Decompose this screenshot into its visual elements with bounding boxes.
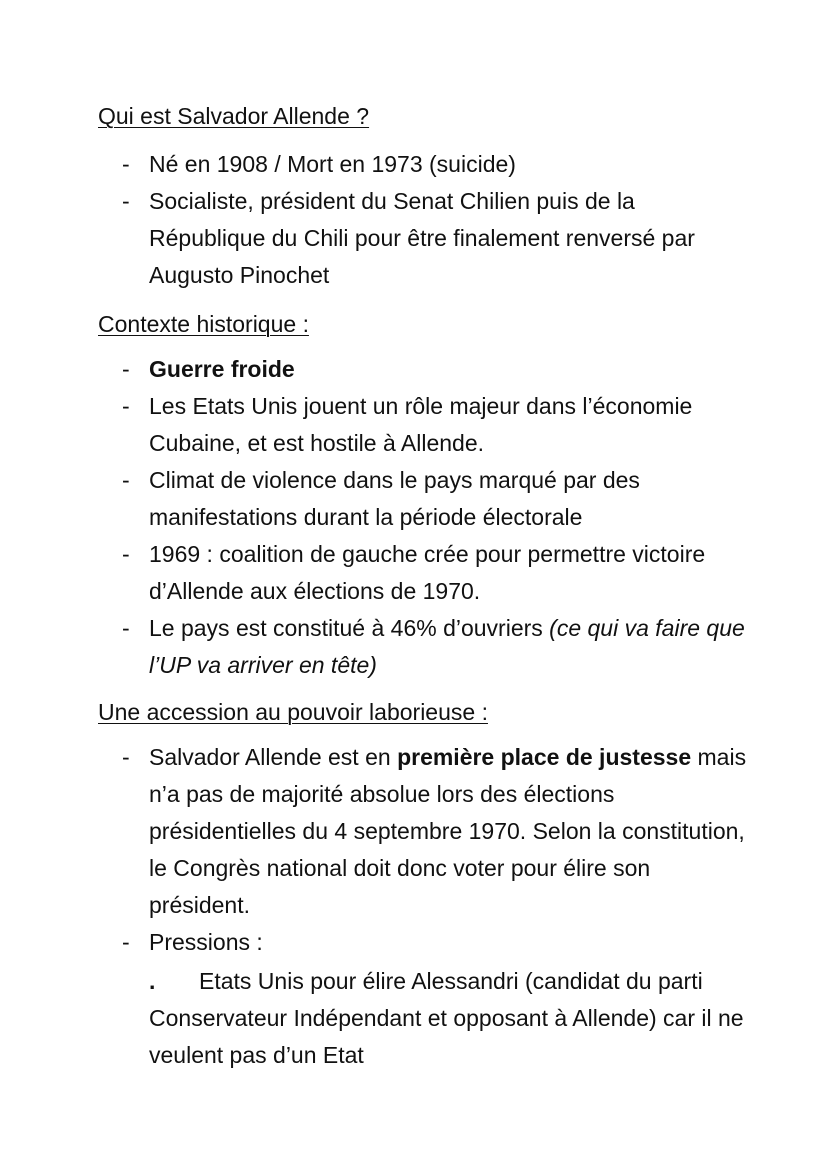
list-item [0,388,749,462]
list-item-text: mais n’a pas de majorité absolue lors des élections présidentielles du 4 septembre 1970. Selon la constitution, le Congrès national doit donc voter pour élire son président. [149,744,747,918]
bullet-dash: - [122,393,130,419]
list-item [0,146,749,183]
bullet-dash: - [122,188,130,214]
list-item-text: Né en 1908 / Mort en 1973 (suicide) [149,151,516,177]
bullet-list-allende [0,146,749,294]
bullet-dash: - [122,744,130,770]
list-item-bold-text: Guerre froide [149,356,295,382]
bullet-dash: - [122,356,130,382]
bullet-dash: - [122,467,130,493]
bullet-list-context [0,351,749,684]
bullet-dash: - [122,929,130,955]
section-heading-allende: Qui est Salvador Allende ? [98,103,370,129]
bullet-dash: - [122,615,130,641]
list-item-text: Salvador Allende est en [149,744,398,770]
list-item [0,536,749,610]
sub-bullet-dot: . [149,968,156,994]
list-item-text: Les Etats Unis jouent un rôle majeur dans l’économie Cubaine, et est hostile à Allende. [149,393,693,456]
bullet-dash: - [122,151,130,177]
list-item [0,183,749,294]
sub-list-item [149,963,749,1074]
section-heading-context: Contexte historique : [98,311,309,337]
sub-list-item-text: Etats Unis pour élire Alessandri (candidat du parti Conservateur Indépendant et opposant à Allende) car il ne veulent pas d’un Etat [149,968,744,1068]
section-heading-accession: Une accession au pouvoir laborieuse : [98,699,488,725]
list-item-bold-text: première place de justesse [397,744,692,770]
list-item [0,924,749,1074]
bullet-list-accession [0,739,749,1074]
list-item-text: 1969 : coalition de gauche crée pour permettre victoire d’Allende aux élections de 1970. [149,541,706,604]
list-item-text: Le pays est constitué à 46% d’ouvriers [149,615,550,641]
bullet-dash: - [122,541,130,567]
list-item-text: Socialiste, président du Senat Chilien puis de la République du Chili pour être finalement renversé par Augusto Pinochet [149,188,695,288]
list-item [0,610,749,684]
list-item [0,351,749,388]
list-item-text: Climat de violence dans le pays marqué par des manifestations durant la période électorale [149,467,640,530]
list-item [0,462,749,536]
list-item [0,739,749,924]
list-item-italic-text: (ce qui va faire que l’UP va arriver en tête) [149,615,745,678]
list-item-text: Pressions : [149,929,263,955]
